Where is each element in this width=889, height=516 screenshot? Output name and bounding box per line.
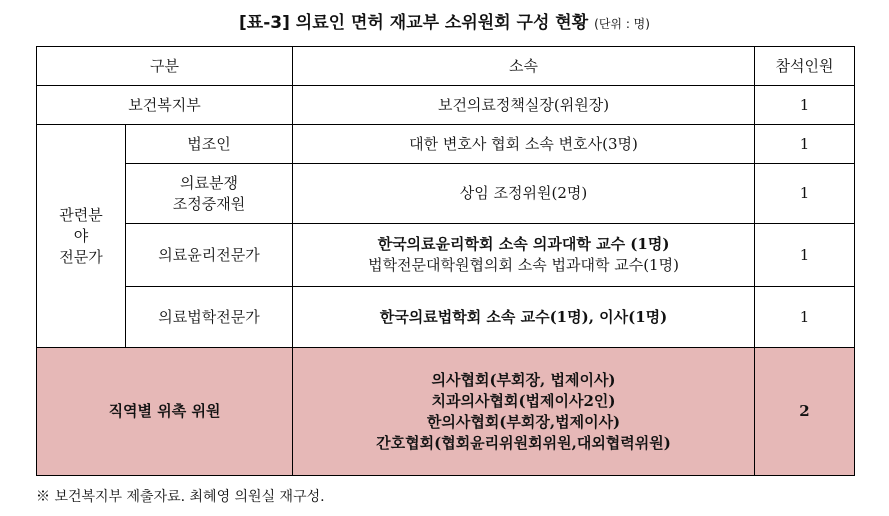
row-affiliation: 의사협회(부회장, 법제이사) 치과의사협회(법제이사2인) 한의사협회(부회장,법제이사) 간호협회(협회윤리위원회위원,대외협력위원) bbox=[293, 348, 755, 476]
table-unit: (단위 : 명) bbox=[594, 17, 650, 31]
row-category: 법조인 bbox=[126, 125, 293, 164]
row-category: 보건복지부 bbox=[37, 86, 293, 125]
table-row bbox=[37, 224, 855, 287]
header-row bbox=[37, 47, 855, 86]
table-row bbox=[37, 125, 855, 164]
row-affiliation: 한국의료법학회 소속 교수(1명), 이사(1명) bbox=[293, 287, 755, 348]
row-count: 1 bbox=[755, 287, 855, 348]
row-category: 의료윤리전문가 bbox=[126, 224, 293, 287]
row-affiliation: 보건의료정책실장(위원장) bbox=[293, 86, 755, 125]
table-row bbox=[37, 86, 855, 125]
table-row bbox=[37, 164, 855, 224]
table-row-highlighted bbox=[37, 348, 855, 476]
row-affiliation: 대한 변호사 협회 소속 변호사(3명) bbox=[293, 125, 755, 164]
row-affiliation: 상임 조정위원(2명) bbox=[293, 164, 755, 224]
row-category: 의료법학전문가 bbox=[126, 287, 293, 348]
row-count: 2 bbox=[755, 348, 855, 476]
committee-table bbox=[36, 46, 855, 476]
row-count: 1 bbox=[755, 224, 855, 287]
row-affiliation: 한국의료윤리학회 소속 의과대학 교수 (1명) 법학전문대학원협의회 소속 법과대학 교수(1명) bbox=[293, 224, 755, 287]
row-category: 직역별 위촉 위원 bbox=[37, 348, 293, 476]
table-row bbox=[37, 287, 855, 348]
experts-group-label: 관련분 야 전문가 bbox=[37, 125, 126, 348]
row-category: 의료분쟁 조정중재원 bbox=[126, 164, 293, 224]
header-category: 구분 bbox=[37, 47, 293, 86]
table-title-main: [표-3] 의료인 면허 재교부 소위원회 구성 현황 bbox=[239, 13, 589, 33]
row-count: 1 bbox=[755, 125, 855, 164]
row-count: 1 bbox=[755, 86, 855, 125]
row-count: 1 bbox=[755, 164, 855, 224]
header-count: 참석인원 bbox=[755, 47, 855, 86]
table-title bbox=[0, 8, 889, 33]
header-affiliation: 소속 bbox=[293, 47, 755, 86]
footnote: ※ 보건복지부 제출자료. 최혜영 의원실 재구성. bbox=[36, 489, 325, 505]
